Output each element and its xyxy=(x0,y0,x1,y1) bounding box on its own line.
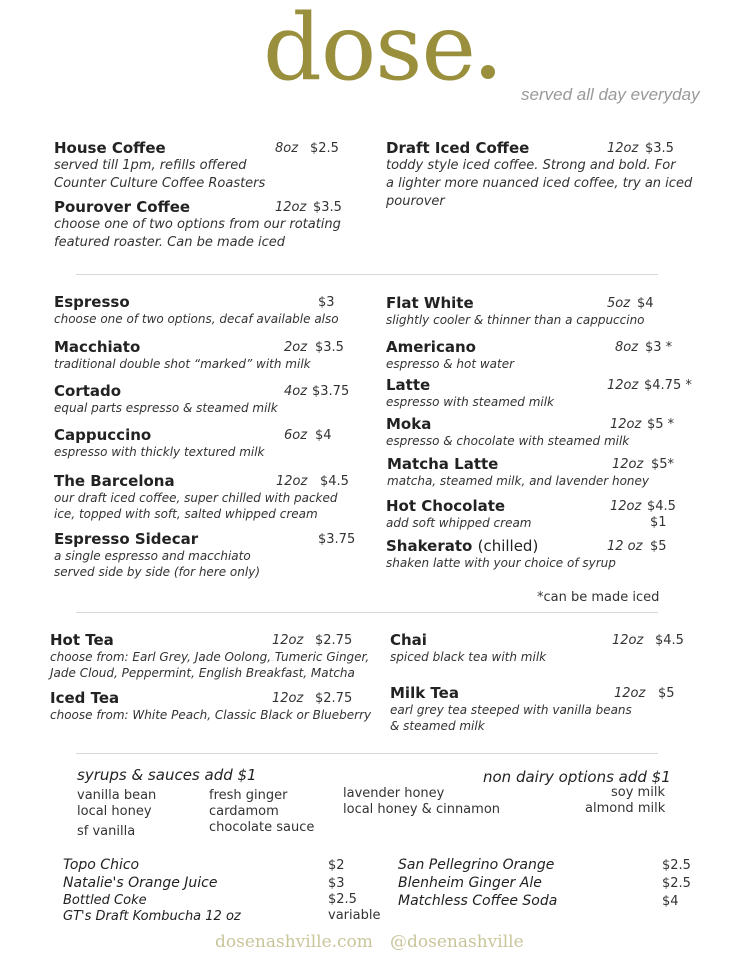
item-desc: Counter Culture Coffee Roasters xyxy=(54,176,266,191)
item-name: Espresso Sidecar xyxy=(54,530,199,548)
footer-website[interactable]: dosenashville.com xyxy=(215,932,373,952)
item-price: $4 xyxy=(315,428,332,443)
item-price: $4.75 * xyxy=(644,378,692,393)
item-size: 12oz xyxy=(275,200,307,215)
item-name: Milk Tea xyxy=(390,684,459,702)
item-name: Cortado xyxy=(54,382,122,400)
item-price: $3 xyxy=(318,295,335,310)
nondairy-option: almond milk xyxy=(585,801,666,816)
item-desc: choose from: Earl Grey, Jade Oolong, Tumeric Ginger, xyxy=(50,650,370,664)
item-desc: earl grey tea steeped with vanilla beans xyxy=(390,703,632,717)
item-desc: choose from: White Peach, Classic Black or Blueberry xyxy=(50,708,372,722)
item-desc: & steamed milk xyxy=(390,719,485,733)
item-price: $4.5 xyxy=(647,499,676,514)
syrup-option: lavender honey xyxy=(343,786,445,801)
item-size: 12oz xyxy=(272,691,304,706)
item-name: Draft Iced Coffee xyxy=(386,139,530,157)
item-price: $3.5 xyxy=(313,200,342,215)
bottled-item-name: Topo Chico xyxy=(63,857,140,873)
item-name: The Barcelona xyxy=(54,472,175,490)
brand-dot xyxy=(481,65,495,79)
item-name: Latte xyxy=(386,376,431,394)
item-name: Moka xyxy=(386,415,432,433)
item-name: Macchiato xyxy=(54,338,141,356)
item-desc: spiced black tea with milk xyxy=(390,650,547,664)
item-name: Iced Tea xyxy=(50,689,120,707)
item-price: $4.5 xyxy=(655,633,684,648)
item-price: $2.75 xyxy=(315,633,353,648)
item-price: $5 * xyxy=(647,417,675,432)
bottled-item-name: Bottled Coke xyxy=(63,893,147,908)
item-desc: traditional double shot “marked” with milk xyxy=(54,357,311,371)
item-desc: our draft iced coffee, super chilled with packed xyxy=(54,491,338,505)
item-name: Pourover Coffee xyxy=(54,198,191,216)
syrups-title: syrups & sauces add $1 xyxy=(77,766,257,784)
bottled-item-price: $2 xyxy=(328,858,345,873)
item-price: $4 xyxy=(637,296,654,311)
item-name: Cappuccino xyxy=(54,426,152,444)
item-desc: espresso & hot water xyxy=(386,357,515,371)
item-name: Hot Chocolate xyxy=(386,497,506,515)
item-price: $3.75 xyxy=(318,532,356,547)
bottled-item-price: $3 xyxy=(328,876,345,891)
bottled-item-name: Natalie's Orange Juice xyxy=(63,875,218,891)
item-price: $5 xyxy=(658,686,675,701)
divider xyxy=(76,274,658,275)
nondairy-option: soy milk xyxy=(611,785,665,800)
item-name: Americano xyxy=(386,338,476,356)
item-size: 12oz xyxy=(612,457,644,472)
item-name-suffix: (chilled) xyxy=(477,537,539,555)
iced-note: *can be made iced xyxy=(537,590,660,605)
bottled-item-name: Matchless Coffee Soda xyxy=(398,893,558,909)
bottled-item-price: $4 xyxy=(662,894,679,909)
item-name xyxy=(386,537,538,555)
item-desc: matcha, steamed milk, and lavender honey xyxy=(387,474,650,488)
item-desc: choose one of two options from our rotating xyxy=(54,217,341,232)
item-desc: choose one of two options, decaf available also xyxy=(54,312,339,326)
item-size: 12oz xyxy=(612,633,644,648)
item-size: 5oz xyxy=(607,296,631,311)
bottled-item-price: $2.5 xyxy=(662,876,691,891)
item-desc: served till 1pm, refills offered xyxy=(54,158,247,173)
item-size: 6oz xyxy=(284,428,308,443)
item-name: Flat White xyxy=(386,294,474,312)
item-price: $5 xyxy=(650,539,667,554)
bottled-item-price: $2.5 xyxy=(662,858,691,873)
item-size: 2oz xyxy=(284,340,308,355)
item-desc: a lighter more nuanced iced coffee, try an iced xyxy=(386,176,693,191)
nondairy-title: non dairy options add $1 xyxy=(483,768,671,786)
item-desc: a single espresso and macchiato xyxy=(54,549,251,563)
item-size: 12oz xyxy=(614,686,646,701)
item-desc: espresso with thickly textured milk xyxy=(54,445,265,459)
item-desc: espresso & chocolate with steamed milk xyxy=(386,434,630,448)
item-size: 12 oz xyxy=(607,539,643,554)
item-size: 4oz xyxy=(284,384,308,399)
item-desc: featured roaster. Can be made iced xyxy=(54,235,285,250)
item-desc: Jade Cloud, Peppermint, English Breakfast, Matcha xyxy=(50,666,355,680)
syrup-option: vanilla bean xyxy=(77,788,157,803)
item-price: $2.75 xyxy=(315,691,353,706)
item-name: Hot Tea xyxy=(50,631,114,649)
item-size: 12oz xyxy=(607,378,639,393)
item-desc: toddy style iced coffee. Strong and bold. For xyxy=(386,158,676,173)
item-size: 12oz xyxy=(276,474,308,489)
item-size: 8oz xyxy=(615,340,639,355)
item-size: 12oz xyxy=(272,633,304,648)
brand-logo xyxy=(263,0,495,101)
syrup-option: sf vanilla xyxy=(77,824,136,839)
item-size: 12oz xyxy=(607,141,639,156)
item-price: $3.5 xyxy=(645,141,674,156)
tagline: served all day everyday xyxy=(521,85,700,104)
syrup-option: local honey xyxy=(77,804,152,819)
item-name: Espresso xyxy=(54,293,130,311)
item-name: House Coffee xyxy=(54,139,166,157)
item-size: 12oz xyxy=(610,499,642,514)
item-desc: pourover xyxy=(386,194,445,209)
item-desc: ice, topped with soft, salted whipped cream xyxy=(54,507,318,521)
item-name: Matcha Latte xyxy=(387,455,499,473)
bottled-item-price: $2.5 xyxy=(328,892,357,907)
bottled-item-name: San Pellegrino Orange xyxy=(398,857,555,873)
item-name: Chai xyxy=(390,631,427,649)
bottled-item-price: variable xyxy=(328,908,381,923)
item-price: $4.5 xyxy=(320,474,349,489)
item-desc: served side by side (for here only) xyxy=(54,565,260,579)
brand-name: dose xyxy=(263,0,475,101)
syrup-option: chocolate sauce xyxy=(209,820,315,835)
item-price: $2.5 xyxy=(310,141,339,156)
item-size: 8oz xyxy=(275,141,299,156)
syrup-option: fresh ginger xyxy=(209,788,288,803)
item-desc: shaken latte with your choice of syrup xyxy=(386,556,616,570)
divider xyxy=(76,753,658,754)
item-desc: add soft whipped cream xyxy=(386,516,532,530)
syrup-option: cardamom xyxy=(209,804,279,819)
item-desc: equal parts espresso & steamed milk xyxy=(54,401,278,415)
item-size: 12oz xyxy=(610,417,642,432)
item-extra-price: $1 xyxy=(650,515,667,530)
bottled-item-name: Blenheim Ginger Ale xyxy=(398,875,542,891)
divider xyxy=(76,612,658,613)
item-price: $3.5 xyxy=(315,340,344,355)
item-desc: espresso with steamed milk xyxy=(386,395,555,409)
footer-handle[interactable]: @dosenashville xyxy=(390,932,524,952)
item-price: $5* xyxy=(651,457,675,472)
item-price: $3 * xyxy=(645,340,673,355)
item-desc: slightly cooler & thinner than a cappuccino xyxy=(386,313,645,327)
bottled-item-name: GT's Draft Kombucha 12 oz xyxy=(63,909,241,924)
item-name-text: Shakerato xyxy=(386,537,473,555)
item-price: $3.75 xyxy=(312,384,350,399)
syrup-option: local honey & cinnamon xyxy=(343,802,501,817)
